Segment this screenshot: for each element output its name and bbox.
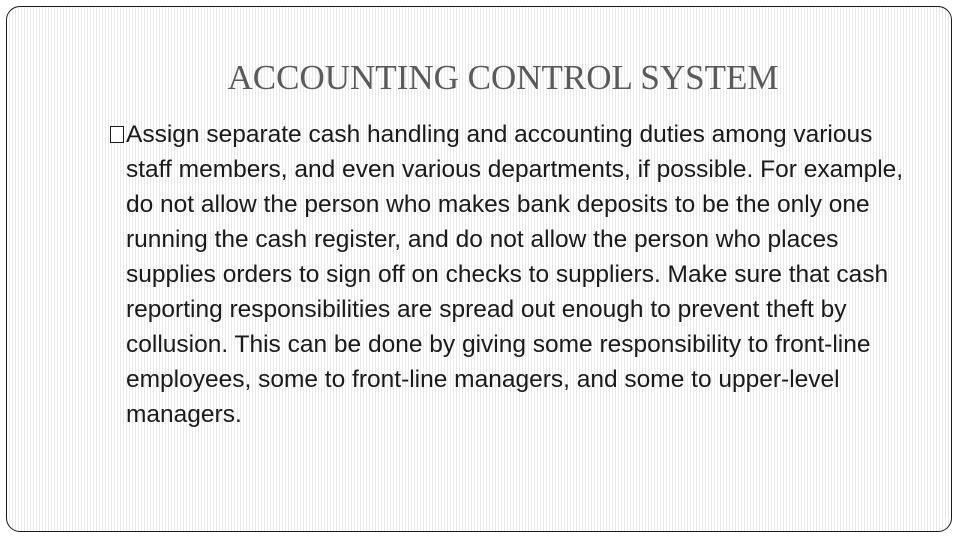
- bullet-item: [110, 117, 910, 432]
- slide-body: [110, 117, 910, 432]
- slide-title: ACCOUNTING CONTROL SYSTEM: [227, 58, 779, 97]
- bullet-text: Assign separate cash handling and accounting duties among various staff members, and even various departments, if possible. For example, do not allow the person who makes bank deposits to be the only one running the cash register, and do not allow the person who places supplies orders to sign off on checks to suppliers. Make sure that cash reporting responsibilities are spread out enough to prevent theft by collusion. This can be done by giving some responsibility to front-line employees, some to front-line managers, and some to upper-level managers.: [126, 121, 904, 428]
- bullet-box-icon: [110, 126, 124, 143]
